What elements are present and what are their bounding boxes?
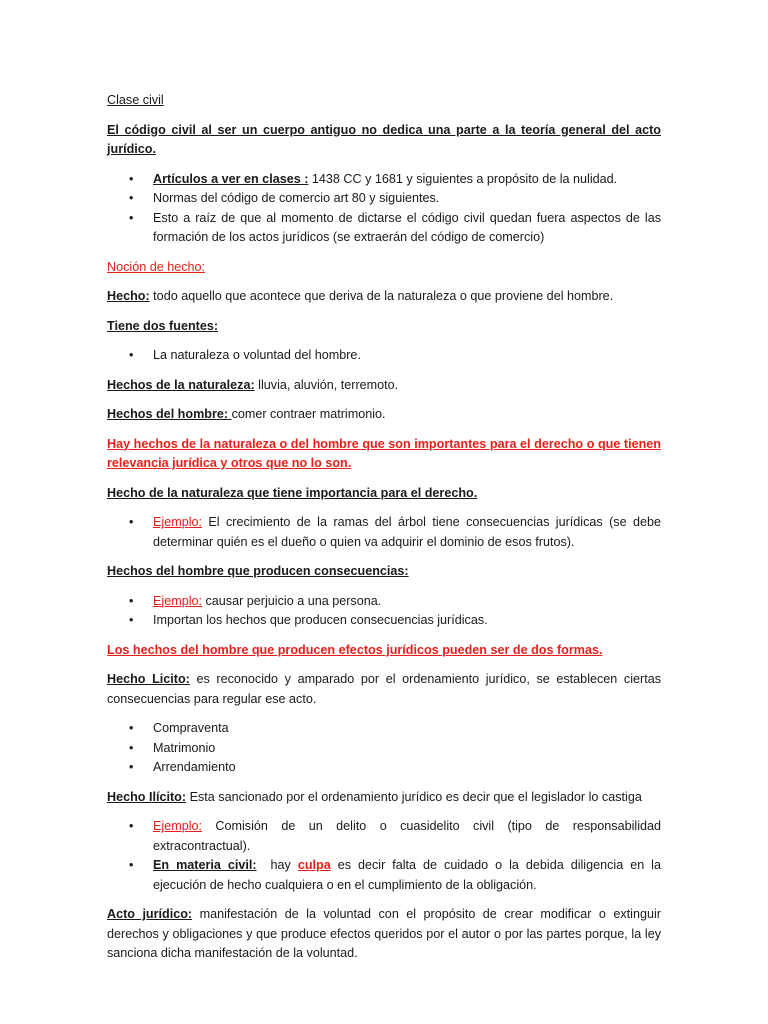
term-label: Hechos del hombre:: [107, 407, 232, 421]
term-text: es reconocido y amparado por el ordenamiento jurídico, se establecen ciertas consecuencias para regular ese acto.: [107, 672, 662, 706]
intro-list: [107, 170, 661, 248]
ilicito-list: [107, 817, 661, 895]
bullet-icon: •: [129, 819, 134, 833]
item-text: hay: [256, 858, 298, 872]
bullet-icon: •: [129, 593, 134, 608]
nat-importancia-heading: Hecho de la naturaleza que tiene importancia para el derecho.: [107, 485, 478, 500]
bullet-icon: •: [129, 515, 134, 529]
item-text: Matrimonio: [153, 740, 216, 755]
item-label: Artículos a ver en clases :: [153, 171, 309, 186]
term-text: comer contraer matrimonio.: [231, 407, 386, 421]
item-text: Normas del código de comercio art 80 y siguientes.: [153, 191, 440, 205]
list-item: [107, 719, 661, 739]
item-text: 1438 CC y 1681 y siguientes a propósito de la nulidad.: [308, 171, 618, 186]
list-item: [107, 611, 661, 631]
item-text: es decir falta de cuidado o la debida diligencia en la ejecución de hecho cualquiera o en el cumplimiento de la obligación.: [153, 858, 661, 892]
bullet-icon: •: [129, 760, 134, 774]
list-item: [107, 758, 661, 778]
list-item: [107, 817, 661, 856]
culpa-term: culpa: [297, 858, 331, 872]
bullet-icon: •: [129, 210, 134, 225]
item-text: La naturaleza o voluntad del hombre.: [153, 348, 361, 362]
term-label: Hecho:: [107, 289, 150, 303]
list-item: [107, 856, 661, 895]
consecuencias-list: [107, 592, 661, 631]
bullet-icon: •: [129, 191, 134, 205]
list-item: [107, 346, 661, 366]
list-item: [107, 209, 661, 248]
dos-formas-heading: Los hechos del hombre que producen efectos jurídicos pueden ser de dos formas.: [107, 642, 603, 657]
bullet-icon: •: [129, 348, 134, 362]
item-label: Ejemplo:: [153, 819, 202, 833]
list-item: [107, 513, 661, 552]
list-item: [107, 170, 661, 190]
fuentes-heading: Tiene dos fuentes:: [107, 318, 219, 333]
item-text: Compraventa: [153, 721, 229, 735]
bullet-icon: •: [129, 171, 134, 186]
term-text: manifestación de la voluntad con el propósito de crear modificar o extinguir derechos y obligaciones y que produce efectos queridos por el autor o por las partes porque, la ley sanciona dicha manifestación de la voluntad.: [107, 907, 661, 960]
list-item: [107, 592, 661, 612]
item-text: Comisión de un delito o cuasidelito civil (tipo de responsabilidad extracontractual).: [153, 819, 661, 853]
bullet-icon: •: [129, 858, 134, 872]
list-item: [107, 189, 661, 209]
nocion-heading: Noción de hecho:: [107, 259, 206, 274]
nat-list: [107, 513, 661, 552]
bullet-icon: •: [129, 740, 134, 755]
hombre-definition: [107, 405, 661, 425]
licito-list: [107, 719, 661, 778]
item-text: causar perjuicio a una persona.: [202, 593, 382, 608]
relevancia-heading: Hay hechos de la naturaleza o del hombre que son importantes para el derecho o que tienen relevancia jurídica y otros que no lo son.: [107, 436, 661, 470]
item-label: En materia civil:: [153, 858, 257, 872]
consecuencias-heading: Hechos del hombre que producen consecuencias:: [107, 564, 409, 578]
list-item: [107, 739, 661, 759]
term-text: Esta sancionado por el ordenamiento jurídico es decir que el legislador lo castiga: [186, 789, 642, 804]
document-content: [107, 91, 661, 974]
term-label: Acto jurídico:: [107, 907, 193, 921]
term-label: Hechos de la naturaleza:: [107, 377, 255, 392]
acto-definition: [107, 905, 661, 964]
bullet-icon: •: [129, 613, 134, 627]
hecho-definition: [107, 287, 661, 307]
item-text: Importan los hechos que producen consecuencias jurídicas.: [153, 613, 488, 627]
naturaleza-definition: [107, 376, 661, 396]
term-text: todo aquello que acontece que deriva de la naturaleza o que proviene del hombre.: [149, 289, 614, 303]
fuentes-list: [107, 346, 661, 366]
item-label: Ejemplo:: [153, 593, 202, 608]
term-text: lluvia, aluvión, terremoto.: [254, 377, 399, 392]
item-text: Arrendamiento: [153, 760, 236, 774]
term-label: Hecho Ilícito:: [107, 789, 187, 804]
item-text: Esto a raíz de que al momento de dictarse el código civil quedan fuera aspectos de las formación de los actos jurídicos (se extraerán del código de comercio): [153, 210, 661, 244]
term-label: Hecho Licito:: [107, 672, 190, 686]
item-text: El crecimiento de la ramas del árbol tiene consecuencias jurídicas (se debe determinar quién es el dueño o quien va adquirir el dominio de esos frutos).: [153, 515, 661, 549]
bullet-icon: •: [129, 721, 134, 735]
ilicito-definition: [107, 788, 661, 808]
licito-definition: [107, 670, 661, 709]
intro-heading: El código civil al ser un cuerpo antiguo no dedica una parte a la teoría general del acto jurídico.: [107, 122, 661, 156]
page-title: Clase civil: [107, 93, 164, 107]
item-label: Ejemplo:: [153, 515, 202, 529]
